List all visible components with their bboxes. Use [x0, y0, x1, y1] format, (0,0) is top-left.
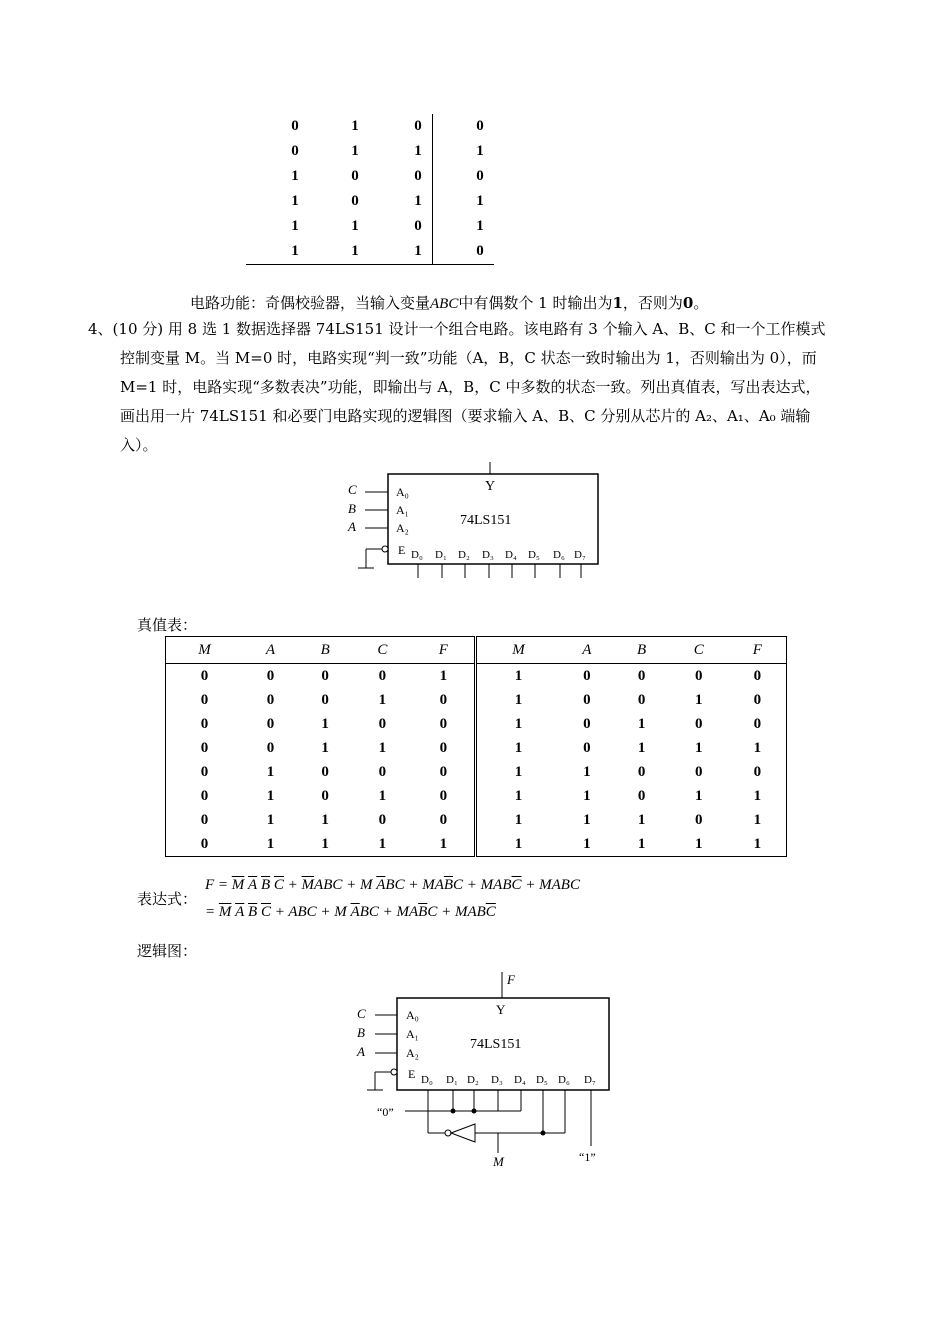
chip1-d7-label: D₇ — [574, 549, 586, 561]
truth-table-cell: 0 — [753, 667, 762, 684]
truth-table-cell: 0 — [266, 667, 275, 684]
junction-1 — [451, 1109, 456, 1114]
truth-table-cell: 0 — [412, 736, 476, 760]
function-zero: 0 — [682, 294, 694, 312]
truth-table-cell: 1 — [266, 811, 275, 828]
partial-table-cell: 1 — [414, 243, 422, 259]
question-line-1: 4、(10 分) 用 8 选 1 数据选择器 74LS151 设计一个组合电路。该电路有 3 个输入 A、B、C 和一个工作模式 — [88, 320, 826, 338]
chip2-enable-bubble — [391, 1069, 397, 1075]
chip2-name: 74LS151 — [470, 1037, 522, 1052]
partial-table-row — [275, 168, 505, 193]
truth-table-cell: 1 — [266, 763, 275, 780]
partial-table-cell: 1 — [291, 168, 299, 184]
expr2-start: = — [205, 904, 219, 920]
partial-table-cell: 1 — [351, 143, 359, 159]
truth-table-cell: 1 — [514, 739, 523, 756]
truth-table-cell: 1 — [378, 787, 387, 804]
a0-label: A₀ — [396, 485, 409, 499]
truth-table-cell: 0 — [412, 712, 476, 736]
chip2-d4-label: D₄ — [514, 1074, 526, 1086]
input-a: A — [348, 519, 356, 534]
truth-table-cell: 0 — [583, 715, 591, 732]
truth-table-cell: 0 — [378, 811, 387, 828]
enable-bubble — [382, 546, 388, 552]
truth-table-cell: 0 — [695, 667, 703, 684]
truth-table-cell: 1 — [514, 787, 523, 804]
truth-table-row — [166, 664, 787, 689]
inverter-gate — [451, 1124, 475, 1142]
chip2-a2-label: A₂ — [406, 1046, 419, 1060]
chip2-a0-label: A₀ — [406, 1008, 419, 1022]
truth-table-cell: 0 — [583, 667, 591, 684]
input-c: C — [348, 482, 357, 497]
truth-table-row — [166, 688, 787, 712]
truth-table-cell: 1 — [753, 739, 762, 756]
zero-label: “0” — [377, 1105, 394, 1119]
function-var: ABC — [430, 296, 459, 312]
question-line-5: 入）。 — [120, 436, 158, 454]
partial-table-cell: 0 — [414, 218, 422, 234]
truth-table-cell: 1 — [412, 664, 476, 689]
chip2-e-label: E — [408, 1067, 416, 1081]
chip2-d7-label: D₇ — [584, 1074, 596, 1086]
truth-table-header: C — [669, 637, 729, 664]
a2-label: A₂ — [396, 521, 409, 535]
truth-table-cell: 0 — [412, 784, 476, 808]
truth-table-header: A — [559, 637, 614, 664]
truth-table-header: B — [614, 637, 669, 664]
partial-table-row — [275, 218, 505, 243]
m-label: M — [493, 1154, 504, 1169]
truth-table-cell: 0 — [266, 715, 275, 732]
truth-table-cell: 1 — [378, 691, 387, 708]
truth-table-cell: 0 — [266, 739, 275, 756]
truth-table-cell: 0 — [378, 715, 387, 732]
junction-3 — [541, 1131, 546, 1136]
logic-label: 逻辑图： — [137, 942, 198, 960]
truth-table-cell: 0 — [583, 691, 591, 708]
truth-table-cell: 0 — [200, 787, 209, 804]
chip2-d3-label: D₃ — [491, 1074, 503, 1086]
truth-table-row — [166, 784, 787, 808]
truth-table-cell: 1 — [695, 691, 703, 708]
truth-table-cell: 1 — [695, 739, 703, 756]
truth-table-cell: 1 — [583, 811, 591, 828]
truth-table-cell: 1 — [514, 763, 523, 780]
one-label: “1” — [579, 1150, 596, 1164]
partial-table-cell: 0 — [351, 193, 359, 209]
partial-table-row — [275, 118, 505, 143]
chip2-input-b: B — [357, 1025, 365, 1040]
truth-table-cell: 1 — [753, 835, 762, 852]
partial-table-cell: 0 — [476, 168, 484, 184]
f-label: F — [507, 972, 515, 987]
partial-table-cell: 0 — [351, 168, 359, 184]
expr1-start: F = — [205, 877, 232, 893]
truth-table-cell: 0 — [266, 691, 275, 708]
function-mid2: ，否则为 — [622, 294, 683, 312]
truth-table-cell: 1 — [514, 835, 523, 852]
truth-table-cell: 1 — [637, 835, 646, 852]
truth-table-cell: 0 — [200, 811, 209, 828]
function-mid: 中有偶数个 1 时输出为 — [458, 294, 613, 312]
function-end: 。 — [693, 294, 709, 312]
truth-table-header: A — [243, 637, 298, 664]
chip2-a1-label: A₁ — [406, 1027, 419, 1041]
partial-table-cell: 1 — [476, 193, 484, 209]
truth-table-cell: 1 — [514, 811, 523, 828]
truth-table-cell: 0 — [378, 667, 387, 684]
truth-table-cell: 0 — [321, 667, 329, 684]
truth-table-cell: 1 — [321, 739, 329, 756]
truth-table-cell: 1 — [753, 787, 762, 804]
question-line-2: 控制变量 M。当 M=0 时，电路实现“判一致”功能（A，B，C 状态一致时输出为 1，否则输出为 0），而 — [120, 349, 817, 367]
partial-table-cell: 0 — [291, 118, 299, 134]
truth-table-row — [166, 760, 787, 784]
truth-table-cell: 1 — [695, 787, 703, 804]
question-line-4: 画出用一片 74LS151 和必要门电路实现的逻辑图（要求输入 A、B、C 分别从芯片的 A₂、A₁、A₀ 端输 — [120, 407, 811, 425]
expression-label: 表达式： — [137, 890, 198, 908]
truth-table-cell: 1 — [583, 787, 591, 804]
truth-table-row — [166, 736, 787, 760]
partial-table-cell: 0 — [476, 118, 484, 134]
truth-table-row — [166, 832, 787, 857]
chip2-input-a: A — [357, 1044, 365, 1059]
truth-table-cell: 1 — [637, 811, 646, 828]
e-label: E — [398, 543, 406, 557]
chip2-d0-label: D₀ — [421, 1074, 433, 1086]
truth-table-cell: 1 — [321, 715, 329, 732]
partial-table-cell: 1 — [414, 193, 422, 209]
truth-table-cell: 0 — [412, 688, 476, 712]
truth-table-cell: 1 — [753, 811, 762, 828]
truth-table-cell: 0 — [200, 715, 209, 732]
truth-table-cell: 0 — [753, 715, 762, 732]
truth-table-cell: 0 — [753, 691, 762, 708]
truth-table-row — [166, 808, 787, 832]
expression-line-1: $F = \overline{M}$ $\overline{A}$ $\overline{B}$ $\overline{C} + \overline{M}ABC + M$ $\overline{A}BC + MA\overline{B}C + MAB\overline{C}$ + MABC — [205, 877, 580, 893]
chip1-d2-label: D₂ — [458, 549, 470, 561]
partial-table-divider — [432, 114, 433, 264]
chip-diagram-1 — [330, 458, 630, 583]
partial-table-cell: 0 — [291, 143, 299, 159]
partial-table-cell: 1 — [476, 143, 484, 159]
partial-table-cell: 1 — [351, 243, 359, 259]
truth-table-cell: 0 — [637, 667, 646, 684]
truth-table-cell: 1 — [321, 811, 329, 828]
partial-table-bottom-rule — [246, 264, 494, 265]
truth-table-cell: 0 — [695, 763, 703, 780]
chip2-d1-label: D₁ — [446, 1074, 458, 1086]
truth-table-header: M — [476, 637, 560, 664]
truth-table-cell: 0 — [637, 763, 646, 780]
partial-table-cell: 1 — [351, 218, 359, 234]
partial-table-cell: 1 — [291, 243, 299, 259]
truth-table-cell: 1 — [637, 739, 646, 756]
truth-table-cell: 0 — [378, 763, 387, 780]
junction-2 — [472, 1109, 477, 1114]
truth-table-cell: 0 — [637, 691, 646, 708]
truth-table-cell: 1 — [378, 739, 387, 756]
truth-table-cell: 0 — [695, 715, 703, 732]
truth-table-cell: 1 — [514, 691, 523, 708]
truth-table-cell: 0 — [753, 763, 762, 780]
chip1-d0-label: D₀ — [411, 549, 423, 561]
input-b: B — [348, 501, 356, 516]
truth-table-cell: 0 — [200, 691, 209, 708]
truth-table-label: 真值表： — [137, 616, 198, 634]
truth-table-cell: 1 — [637, 715, 646, 732]
chip2-input-c: C — [357, 1006, 366, 1021]
truth-table-header: M — [166, 637, 244, 664]
truth-table-cell: 0 — [321, 691, 329, 708]
function-prefix: 电路功能：奇偶校验器，当输入变量 — [190, 294, 431, 312]
chip2-d6-label: D₆ — [558, 1074, 570, 1086]
chip1-d4-label: D₄ — [505, 549, 517, 561]
truth-table-cell: 0 — [200, 763, 209, 780]
partial-table-row — [275, 193, 505, 218]
truth-table-cell: 0 — [200, 835, 209, 852]
chip1-d3-label: D₃ — [482, 549, 494, 561]
truth-table-cell: 1 — [321, 835, 329, 852]
truth-table-cell: 0 — [321, 763, 329, 780]
truth-table-cell: 1 — [583, 763, 591, 780]
partial-table-cell: 1 — [291, 218, 299, 234]
truth-table-cell: 1 — [378, 835, 387, 852]
chip2-d2-label: D₂ — [467, 1074, 479, 1086]
partial-table-cell: 1 — [351, 118, 359, 134]
truth-table-cell: 1 — [412, 832, 476, 857]
chip2-d5-label: D₅ — [536, 1074, 548, 1086]
truth-table-cell: 1 — [514, 667, 523, 684]
y-label: Y — [485, 479, 496, 494]
chip2-y-label: Y — [496, 1002, 506, 1017]
truth-table-cell: 1 — [266, 835, 275, 852]
a1-label: A₁ — [396, 503, 409, 517]
truth-table-row — [166, 712, 787, 736]
truth-table-cell: 1 — [514, 715, 523, 732]
function-description — [190, 290, 708, 317]
truth-table-cell: 0 — [583, 739, 591, 756]
chip1-d6-label: D₆ — [553, 549, 565, 561]
logic-diagram — [345, 968, 625, 1173]
truth-table-cell: 1 — [266, 787, 275, 804]
truth-table-cell: 0 — [695, 811, 703, 828]
truth-table-header: F — [412, 637, 476, 664]
chip-name: 74LS151 — [460, 513, 512, 528]
truth-table-cell: 0 — [412, 808, 476, 832]
chip1-d5-label: D₅ — [528, 549, 540, 561]
expression-line-2: = $\overline{M}$ $\overline{A}$ $\overline{B}$ $\overline{C}$ + ABC + M $\overline{A}BC + MA\overline{B}C + MAB\overline{C}$ — [205, 904, 496, 920]
partial-table-cell: 0 — [476, 243, 484, 259]
function-one: 1 — [612, 294, 623, 312]
partial-table-cell: 1 — [291, 193, 299, 209]
truth-table-cell: 0 — [200, 667, 209, 684]
truth-table-header: C — [353, 637, 413, 664]
truth-table — [165, 636, 787, 857]
truth-table-cell: 0 — [412, 760, 476, 784]
chip1-d1-label: D₁ — [435, 549, 447, 561]
partial-table-cell: 0 — [414, 168, 422, 184]
truth-table-header: B — [298, 637, 353, 664]
truth-table-cell: 1 — [695, 835, 703, 852]
truth-table-cell: 0 — [321, 787, 329, 804]
truth-table-cell: 0 — [637, 787, 646, 804]
partial-table-cell: 1 — [414, 143, 422, 159]
partial-table-cell: 0 — [414, 118, 422, 134]
truth-table-header: F — [729, 637, 787, 664]
partial-table-cell: 1 — [476, 218, 484, 234]
truth-table-cell: 1 — [583, 835, 591, 852]
truth-table-cell: 0 — [200, 739, 209, 756]
question-line-3: M=1 时，电路实现“多数表决”功能，即输出与 A，B，C 中多数的状态一致。列出真值表，写出表达式， — [120, 378, 821, 396]
partial-table-row — [275, 143, 505, 168]
